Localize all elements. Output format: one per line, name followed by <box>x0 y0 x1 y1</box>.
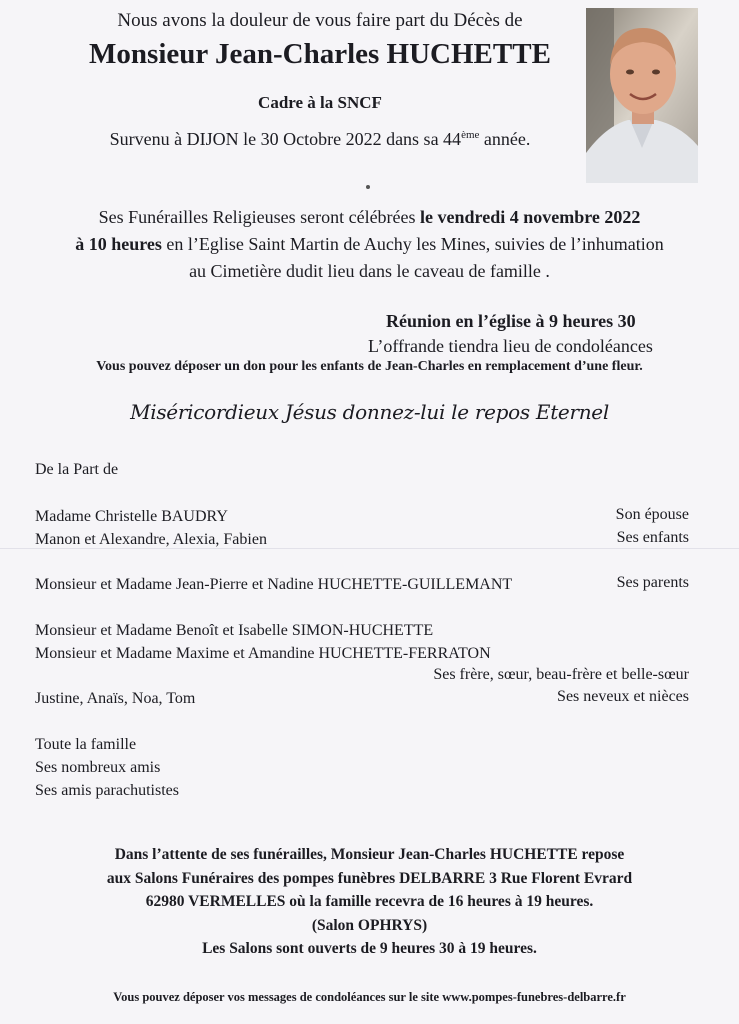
funeral-line-1 <box>0 207 739 228</box>
children-role: Ses enfants <box>616 529 689 546</box>
offrande-text: L’offrande tiendra lieu de condoléances <box>368 336 653 356</box>
deceased-job: Cadre à la SNCF <box>258 93 382 112</box>
spouse-role: Son épouse <box>615 506 689 523</box>
sibling-2-names: Monsieur et Madame Maxime et Amandine HUCHETTE-FERRATON <box>35 645 491 662</box>
funeral-line-2-text: en l’Eglise Saint Martin de Auchy les Mines, suivies de l’inhumation <box>161 234 664 254</box>
paratrooper-friends: Ses amis parachutistes <box>35 782 179 799</box>
sibling-1-names: Monsieur et Madame Benoît et Isabelle SIMON-HUCHETTE <box>35 622 434 639</box>
children-names: Manon et Alexandre, Alexia, Fabien <box>35 531 267 548</box>
footer-line-3: 62980 VERMELLES où la famille recevra de 16 heures à 19 heures. <box>145 893 594 910</box>
footer-line-5: Les Salons sont ouverts de 9 heures 30 à 19 heures. <box>202 940 537 957</box>
reunion-text: Réunion en l’église à 9 heures 30 <box>386 311 636 331</box>
donation-text: Vous pouvez déposer un don pour les enfants de Jean-Charles en remplacement d’une fleur. <box>96 359 643 374</box>
website-text: Vous pouvez déposer vos messages de condoléances sur le site www.pompes-funebres-delbarre.fr <box>113 990 626 1004</box>
funeral-line-1-text: Ses Funérailles Religieuses seront célébrées <box>98 207 421 227</box>
funeral-line-2 <box>0 234 739 255</box>
deceased-name: Monsieur Jean-Charles HUCHETTE <box>89 38 551 70</box>
nephews-names: Justine, Anaïs, Noa, Tom <box>35 690 196 707</box>
portrait-image <box>586 8 698 183</box>
intro-text: Nous avons la douleur de vous faire part du Décès de <box>117 10 523 31</box>
spouse-name: Madame Christelle BAUDRY <box>35 508 228 525</box>
funeral-time: à 10 heures <box>75 234 162 254</box>
death-text-end: année. <box>479 129 531 149</box>
funeral-date: le vendredi 4 novembre 2022 <box>420 207 641 227</box>
nephews-role: Ses neveux et nièces <box>557 688 689 705</box>
family-intro: De la Part de <box>35 461 119 478</box>
parents-role: Ses parents <box>616 574 689 591</box>
death-superscript: ème <box>461 129 480 141</box>
funeral-line-3: au Cimetière dudit lieu dans le caveau de famille . <box>189 261 550 281</box>
prayer-text: Miséricordieux Jésus donnez-lui le repos Eternel <box>130 400 609 424</box>
siblings-role: Ses frère, sœur, beau-frère et belle-sœur <box>433 666 689 683</box>
bullet-dot <box>366 185 370 189</box>
footer-line-1: Dans l’attente de ses funérailles, Monsieur Jean-Charles HUCHETTE repose <box>114 846 625 863</box>
all-family: Toute la famille <box>35 736 137 753</box>
friends: Ses nombreux amis <box>35 759 161 776</box>
death-line <box>0 129 640 150</box>
footer-line-4: (Salon OPHRYS) <box>311 917 428 934</box>
footer-line-2: aux Salons Funéraires des pompes funèbres DELBARRE 3 Rue Florent Evrard <box>106 870 633 887</box>
parents-names: Monsieur et Madame Jean-Pierre et Nadine HUCHETTE-GUILLEMANT <box>35 576 513 593</box>
deceased-photo <box>586 8 698 183</box>
death-text: Survenu à DIJON le 30 Octobre 2022 dans sa 44 <box>109 129 462 149</box>
